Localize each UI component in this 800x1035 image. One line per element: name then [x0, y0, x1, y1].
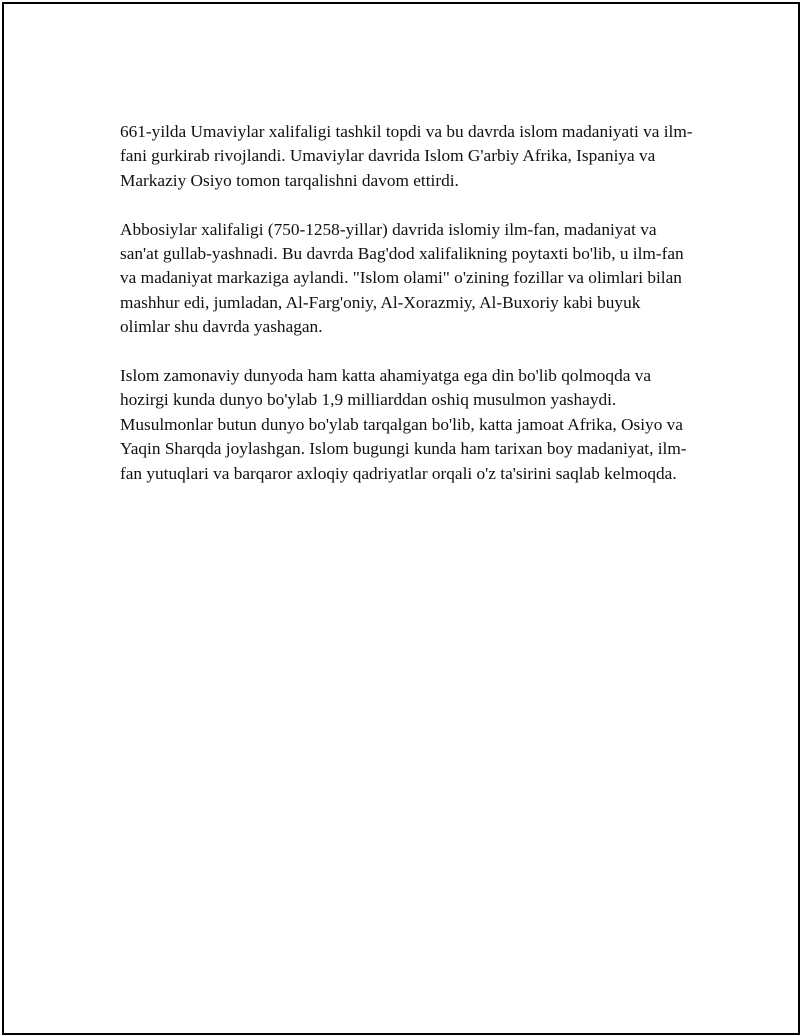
document-page — [2, 2, 800, 1035]
document-body — [120, 120, 694, 510]
paragraph-abbasid: Abbosiylar xalifaligi (750-1258-yillar) davrida islomiy ilm-fan, madaniyat va san'at gullab-yashnadi. Bu davrda Bag'dod xalifalikning poytaxti bo'lib, u ilm-fan va madaniyat markaziga aylandi. "Islom olami" o'zining fozillar va olimlari bilan mashhur edi, jumladan, Al-Farg'oniy, Al-Xorazmiy, Al-Buxoriy kabi buyuk olimlar shu davrda yashagan. — [120, 219, 684, 337]
paragraph-umayyad: 661-yilda Umaviylar xalifaligi tashkil topdi va bu davrda islom madaniyati va ilm-fani gurkirab rivojlandi. Umaviylar davrida Islom G'arbiy Afrika, Ispaniya va Markaziy Osiyo tomon tarqalishni davom ettirdi. — [120, 122, 693, 190]
paragraph-modern-islam: Islom zamonaviy dunyoda ham katta ahamiyatga ega din bo'lib qolmoqda va hozirgi kunda dunyo bo'ylab 1,9 milliarddan oshiq musulmon yashaydi. Musulmonlar butun dunyo bo'ylab tarqalgan bo'lib, katta jamoat Afrika, Osiyo va Yaqin Sharqda joylashgan. Islom bugungi kunda ham tarixan boy madaniyat, ilm-fan yutuqlari va barqaror axloqiy qadriyatlar orqali o'z ta'sirini saqlab kelmoqda. — [120, 366, 687, 483]
